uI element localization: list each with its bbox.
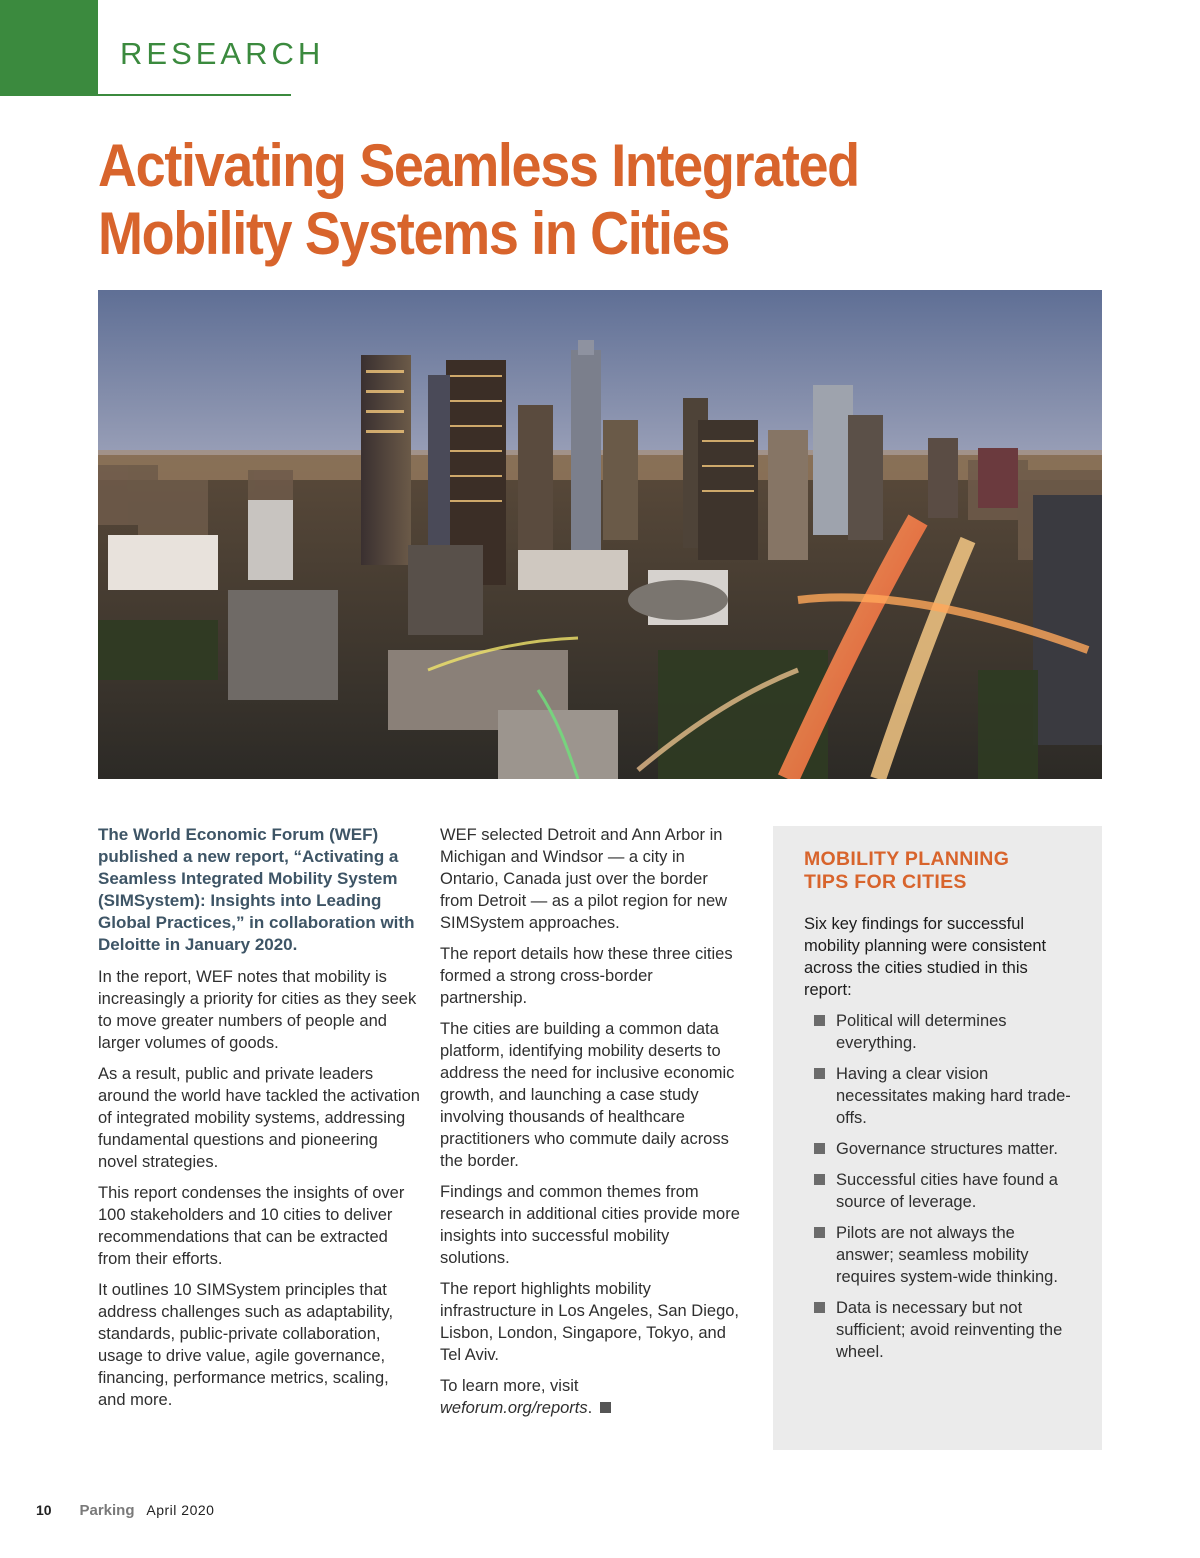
article-lede: The World Economic Forum (WEF) published a new report, “Activating a Seamless Integrated Mobility System (SIMSystem): Insights into Leading Global Practices,” in collaboration with Deloitte in January 2020. <box>98 825 415 954</box>
article-column-2 <box>440 824 740 1428</box>
paragraph: This report condenses the insights of over 100 stakeholders and 10 cities to deliver recommendations that can be extracted from their efforts. <box>98 1184 405 1268</box>
sidebar-title <box>804 848 1072 894</box>
page-number: 10 <box>36 1502 52 1518</box>
tip-text: Successful cities have found a source of leverage. <box>836 1171 1058 1211</box>
square-bullet-icon <box>814 1068 825 1079</box>
article-column-1 <box>98 824 420 1420</box>
report-link[interactable]: weforum.org/reports <box>440 1399 588 1417</box>
paragraph: As a result, public and private leaders around the world have tackled the activation of integrated mobility systems, addressing fundamental questions and pioneering novel strategies. <box>98 1065 420 1171</box>
section-color-tab <box>0 0 98 96</box>
tip-text: Having a clear vision necessitates making hard trade-offs. <box>836 1065 1071 1127</box>
tip-text: Governance structures matter. <box>836 1140 1058 1158</box>
square-bullet-icon <box>814 1227 825 1238</box>
tip-item <box>804 1138 1072 1160</box>
tips-list <box>804 1010 1072 1363</box>
closing-period: . <box>587 1399 593 1417</box>
square-bullet-icon <box>814 1174 825 1185</box>
tip-text: Pilots are not always the answer; seamless mobility requires system-wide thinking. <box>836 1224 1058 1286</box>
paragraph: Findings and common themes from research in additional cities provide more insights into successful mobility solutions. <box>440 1183 740 1267</box>
headline-line-2: Mobility Systems in Cities <box>98 200 730 267</box>
end-of-article-mark <box>600 1402 611 1413</box>
square-bullet-icon <box>814 1015 825 1026</box>
sidebar-planning-tips <box>773 826 1102 1450</box>
tip-item <box>804 1169 1072 1213</box>
paragraph: The report details how these three cities formed a strong cross-border partnership. <box>440 945 733 1007</box>
section-label: RESEARCH <box>120 36 325 71</box>
paragraph: It outlines 10 SIMSystem principles that address challenges such as adaptability, standards, public-private collaboration, usage to drive value, agile governance, financing, performance metrics, scaling, and more. <box>98 1281 394 1409</box>
tip-item <box>804 1010 1072 1054</box>
tip-item <box>804 1063 1072 1129</box>
article-headline <box>98 132 908 268</box>
tip-text: Data is necessary but not sufficient; avoid reinventing the wheel. <box>836 1299 1063 1361</box>
tip-item <box>804 1222 1072 1288</box>
paragraph: In the report, WEF notes that mobility is increasingly a priority for cities as they seek to move greater numbers of people and larger volumes of goods. <box>98 968 417 1052</box>
sidebar-title-line-2: TIPS FOR CITIES <box>804 871 967 893</box>
hero-photo-city-skyline <box>98 290 1102 779</box>
tip-text: Political will determines everything. <box>836 1012 1007 1052</box>
paragraph: The cities are building a common data platform, identifying mobility deserts to address the need for inclusive economic growth, and launching a case study involving thousands of healthcare practitioners who commute daily across the border. <box>440 1020 735 1170</box>
sidebar-intro: Six key findings for successful mobility planning were consistent across the cities studied in this report: <box>804 915 1047 999</box>
headline-line-1: Activating Seamless Integrated <box>98 132 859 199</box>
closing-text: To learn more, visit <box>440 1377 579 1395</box>
page-footer <box>36 1502 214 1519</box>
sidebar-title-line-1: MOBILITY PLANNING <box>804 848 1010 870</box>
magazine-name: Parking <box>79 1502 135 1519</box>
closing-paragraph <box>440 1375 740 1419</box>
section-rule <box>98 94 291 96</box>
issue-date: April 2020 <box>146 1502 215 1518</box>
square-bullet-icon <box>814 1302 825 1313</box>
square-bullet-icon <box>814 1143 825 1154</box>
paragraph: The report highlights mobility infrastructure in Los Angeles, San Diego, Lisbon, London, Singapore, Tokyo, and Tel Aviv. <box>440 1280 740 1364</box>
city-skyline-illustration <box>98 290 1102 779</box>
paragraph: WEF selected Detroit and Ann Arbor in Michigan and Windsor — a city in Ontario, Canada just over the border from Detroit — as a pilot region for new SIMSystem approaches. <box>440 826 728 932</box>
tip-item <box>804 1297 1072 1363</box>
